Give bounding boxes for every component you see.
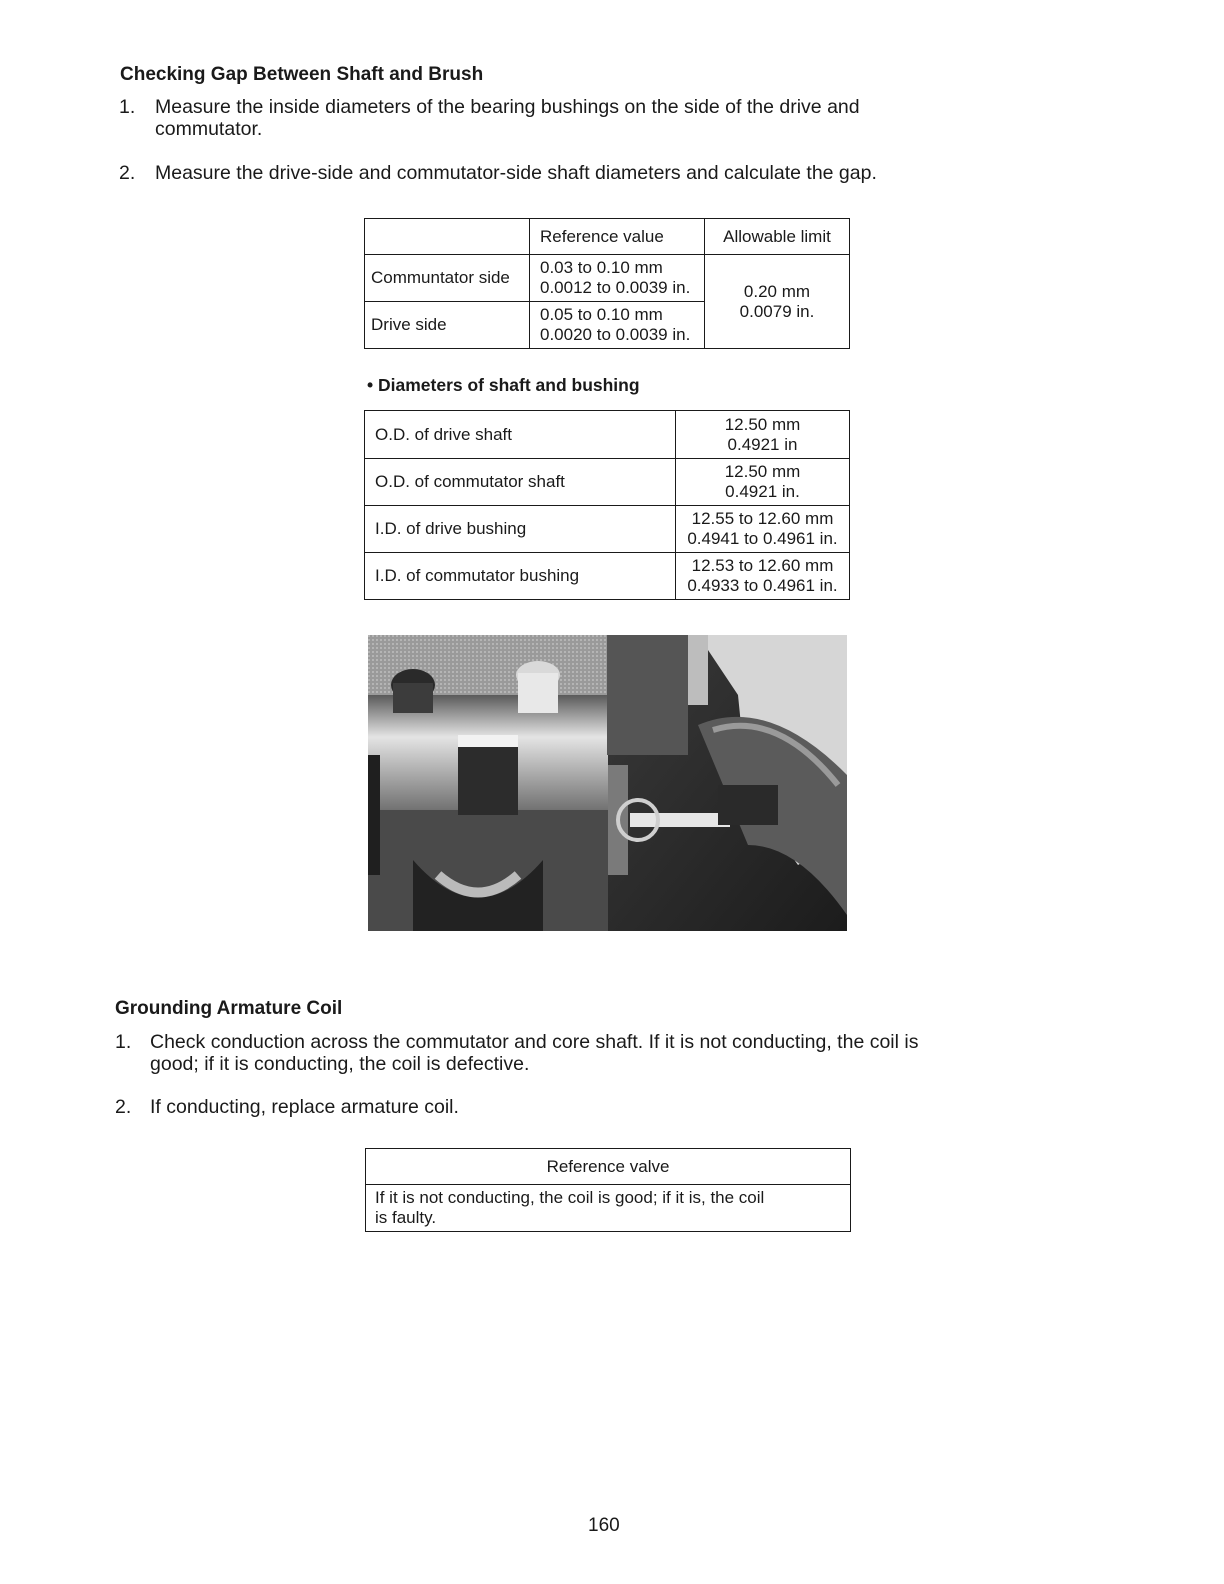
- table-row: [365, 506, 850, 553]
- step-text: [155, 96, 860, 140]
- reference-table: [365, 1148, 851, 1232]
- table-row: [365, 459, 850, 506]
- table-row: [366, 1185, 851, 1232]
- step-line: good; if it is conducting, the coil is defective.: [150, 1053, 530, 1075]
- step-line: Measure the inside diameters of the bearing bushings on the side of the drive and: [155, 96, 860, 118]
- step-number: 1.: [115, 1031, 132, 1053]
- value-mm: 12.55 to 12.60 mm: [691, 509, 834, 528]
- value-mm: 0.03 to 0.10 mm: [540, 258, 663, 277]
- table-cell: I.D. of drive bushing: [365, 506, 676, 553]
- table-row: [365, 255, 850, 302]
- value-mm: 12.50 mm: [724, 414, 801, 434]
- table-cell: [530, 255, 705, 302]
- table-row: [365, 553, 850, 600]
- value-in: 0.0079 in.: [739, 301, 815, 321]
- table-row: [365, 219, 850, 255]
- table-cell: [366, 1185, 851, 1232]
- value-mm: 0.05 to 0.10 mm: [540, 305, 663, 324]
- value-mm: 0.20 mm: [743, 281, 811, 301]
- step-text: [150, 1031, 918, 1075]
- step-text: If conducting, replace armature coil.: [150, 1096, 459, 1118]
- value-in: 0.0020 to 0.0039 in.: [540, 325, 691, 344]
- step-number: 1.: [119, 96, 136, 118]
- table-cell: [530, 302, 705, 349]
- table-cell: [676, 553, 850, 600]
- table-row: [365, 411, 850, 459]
- table-header-cell: Reference value: [530, 219, 705, 255]
- table-header-cell: Reference valve: [366, 1149, 851, 1185]
- table-cell: Drive side: [365, 302, 530, 349]
- measurement-photo: [368, 635, 847, 931]
- table-line: If it is not conducting, the coil is good; if it is, the coil: [375, 1188, 765, 1207]
- table-cell: [676, 459, 850, 506]
- diameters-table: [364, 410, 850, 600]
- table-header-cell: Allowable limit: [705, 219, 850, 255]
- step-text: Measure the drive-side and commutator-side shaft diameters and calculate the gap.: [155, 162, 877, 184]
- table-cell: Communtator side: [365, 255, 530, 302]
- value-in: 0.0012 to 0.0039 in.: [540, 278, 691, 297]
- table-row: [366, 1149, 851, 1185]
- gap-table: [364, 218, 850, 349]
- table-line: is faulty.: [375, 1208, 437, 1227]
- value-in: 0.4941 to 0.4961 in.: [687, 529, 838, 548]
- section-heading-gap: Checking Gap Between Shaft and Brush: [120, 64, 484, 85]
- step-line: commutator.: [155, 118, 263, 140]
- value-in: 0.4933 to 0.4961 in.: [687, 576, 838, 595]
- value-mm: 12.50 mm: [724, 462, 801, 481]
- table-header-cell: [365, 219, 530, 255]
- step-number: 2.: [115, 1096, 132, 1118]
- allowable-limit-cell: [705, 255, 850, 349]
- table-cell: [676, 506, 850, 553]
- value-in: 0.4921 in: [727, 434, 798, 454]
- table-cell: I.D. of commutator bushing: [365, 553, 676, 600]
- section-heading-grounding: Grounding Armature Coil: [115, 998, 343, 1019]
- value-in: 0.4921 in.: [725, 482, 800, 501]
- step-line: Check conduction across the commutator and core shaft. If it is not conducting, the coil is: [150, 1031, 919, 1053]
- table-cell: O.D. of commutator shaft: [365, 459, 676, 506]
- step-number: 2.: [119, 162, 136, 184]
- table-cell: [676, 411, 850, 459]
- page-number: 160: [588, 1515, 620, 1536]
- table-cell: O.D. of drive shaft: [365, 411, 676, 459]
- subheading-diameters: • Diameters of shaft and bushing: [367, 375, 640, 395]
- value-mm: 12.53 to 12.60 mm: [691, 556, 834, 575]
